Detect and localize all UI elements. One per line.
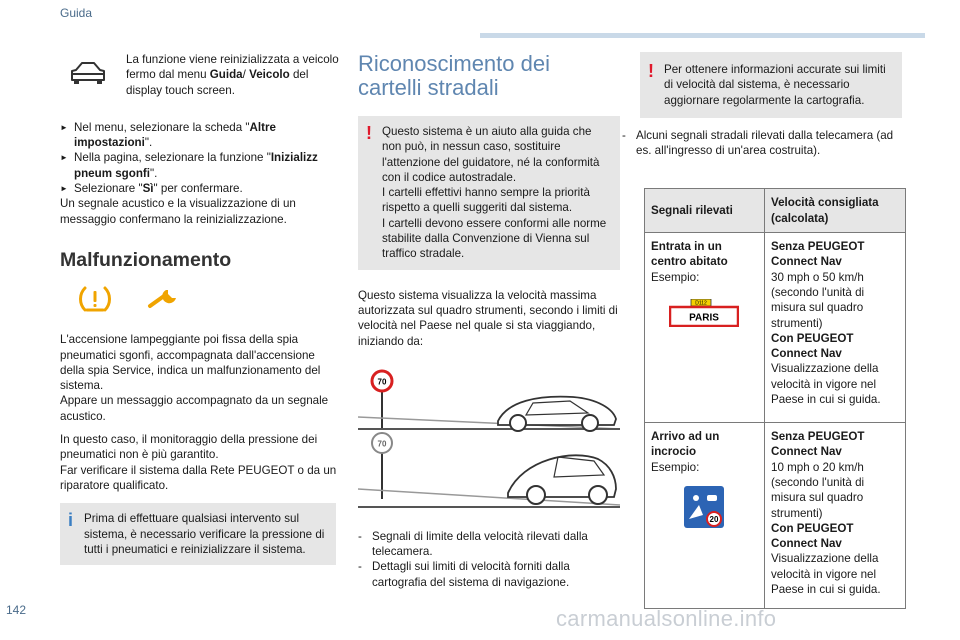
- column-left: [60, 52, 340, 565]
- section-title-line1: Riconoscimento dei: [358, 51, 550, 76]
- watermark: carmanualsonline.info: [556, 606, 777, 631]
- town-entry-sign: [669, 299, 758, 331]
- row-example-label: Esempio:: [651, 460, 700, 474]
- column-middle: [358, 52, 620, 590]
- service-wrench-icon: [146, 286, 180, 312]
- warning-box-p3: I cartelli devono essere conformi alle norme stabilite dalla Convenzione di Vienna sul traffico stradale.: [382, 216, 607, 261]
- svg-text:20: 20: [709, 514, 719, 524]
- map-update-warning-text: Per ottenere informazioni accurate sui limiti di velocità dal sistema, è necessario aggiornare regolarmente la cartografia.: [664, 63, 886, 107]
- step-item: ► Selezionare "Sì" per confermare.: [60, 182, 243, 196]
- warning-box: [358, 116, 620, 270]
- info-box: [60, 503, 336, 565]
- residential-zone-sign: [683, 485, 758, 533]
- section-title-malfunction: Malfunzionamento: [60, 248, 232, 271]
- table-header-row: [645, 189, 906, 233]
- list-item: - Segnali di limite della velocità rilevati dalla telecamera.: [358, 529, 588, 559]
- malfunction-p2: Appare un messaggio accompagnato da un segnale acustico.: [60, 394, 329, 423]
- row-title: Arrivo ad un incrocio: [651, 430, 720, 459]
- arrow-bullet-icon: ►: [60, 153, 68, 163]
- step-item: ► Nel menu, selezionare la scheda "Altre impostazioni".: [60, 120, 276, 150]
- source-list: [358, 529, 620, 590]
- malfunction-p4: Far verificare il sistema dalla Rete PEUGEOT o da un riparatore qualificato.: [60, 463, 337, 492]
- reinit-note-text: La funzione viene reinizializzata a veicolo fermo dal menu Guida/ Veicolo del display touch screen.: [126, 53, 339, 97]
- steps-list: [60, 120, 340, 227]
- page-number: 142: [6, 603, 27, 617]
- warning-lamps: [78, 284, 340, 314]
- svg-text:PARIS: PARIS: [689, 312, 719, 324]
- malfunction-p1: L'accensione lampeggiante poi fissa della spia pneumatici sgonfi, accompagnata dall'accensione della spia Service, indica un malfunzionamento del sistema.: [60, 333, 321, 393]
- arrow-bullet-icon: ►: [60, 184, 68, 194]
- table-row: Arrivo ad un incrocio Esempio: 20 Senza PEUGEOT Connect Nav 10 mph o 20 km/h (secondo l'unità di misura sul quadro strumenti) Con PEUGEOT Connect Nav Visualizzazione della velocità in vigore nel Paese in cui si guida.: [645, 423, 906, 609]
- info-icon: i: [68, 510, 74, 531]
- row-example-label: Esempio:: [651, 270, 700, 284]
- table-header-speed: Velocità consigliata (calcolata): [765, 189, 906, 233]
- arrow-bullet-icon: ►: [60, 122, 68, 132]
- table-row: Entrata in un centro abitato Esempio: D112 PARIS Senza PEUGEOT Connect Nav 30 mph o 50 km/h (secondo l'unità di misura sul quadro strumenti) Con PEUGEOT Connect Nav Visualizzazione della velocità in vigore nel Paese in cui si guida.: [645, 233, 906, 423]
- tyre-pressure-warning-icon: [78, 284, 112, 314]
- car-icon: [60, 54, 112, 94]
- svg-text:D112: D112: [695, 300, 707, 307]
- info-box-text: Prima di effettuare qualsiasi intervento sul sistema, è necessario verificare la pressione di tutti i pneumatici e reinizializzare il sistema.: [84, 512, 325, 556]
- step-item: ► Nella pagina, selezionare la funzione "Inizializz pneum sgonfi".: [60, 151, 318, 180]
- warning-exclamation-icon: !: [366, 123, 372, 143]
- list-item: - Alcuni segnali stradali rilevati dalla telecamera (ad es. all'ingresso di un'area costruita).: [622, 128, 894, 158]
- warning-exclamation-icon: !: [648, 61, 654, 81]
- speed-sign-label: 70: [377, 377, 387, 387]
- confirmation-text: Un segnale acustico e la visualizzazione di un messaggio confermano la reinizializzazione.: [60, 197, 296, 226]
- speed-table: [644, 188, 906, 609]
- reinit-note: [60, 52, 340, 98]
- svg-text:70: 70: [377, 439, 387, 449]
- section-title-line2: cartelli stradali: [358, 75, 499, 100]
- column-right: [622, 52, 906, 609]
- intro-text: Questo sistema visualizza la velocità massima autorizzata sul quadro strumenti, secondo i limiti di velocità nel Paese nel quale si sta viaggiando, iniziando da:: [358, 288, 618, 348]
- paris-sign-icon: [669, 299, 739, 327]
- car-road-illustration: [358, 359, 620, 517]
- warning-box-p2: I cartelli effettivi hanno sempre la priorità rispetto a quelli suggeriti dal sistema.: [382, 186, 590, 215]
- table-header-signals: Segnali rilevati: [645, 189, 765, 233]
- map-update-warning-box: [640, 52, 902, 118]
- list-item: - Dettagli sui limiti di velocità forniti dalla cartografia del sistema di navigazione.: [358, 560, 570, 589]
- malfunction-p3: In questo caso, il monitoraggio della pressione dei pneumatici non è più garantito.: [60, 433, 318, 462]
- residential-zone-sign-icon: [683, 485, 725, 529]
- warning-box-p1: Questo sistema è un aiuto alla guida che non può, in nessun caso, sostituire l'attenzione del guidatore, né la conformità con il codice autostradale.: [382, 125, 600, 184]
- header-bar: [480, 33, 925, 38]
- header-title: Guida: [60, 6, 93, 20]
- sign-detection-illustration: [358, 359, 620, 517]
- row-title: Entrata in un centro abitato: [651, 240, 728, 269]
